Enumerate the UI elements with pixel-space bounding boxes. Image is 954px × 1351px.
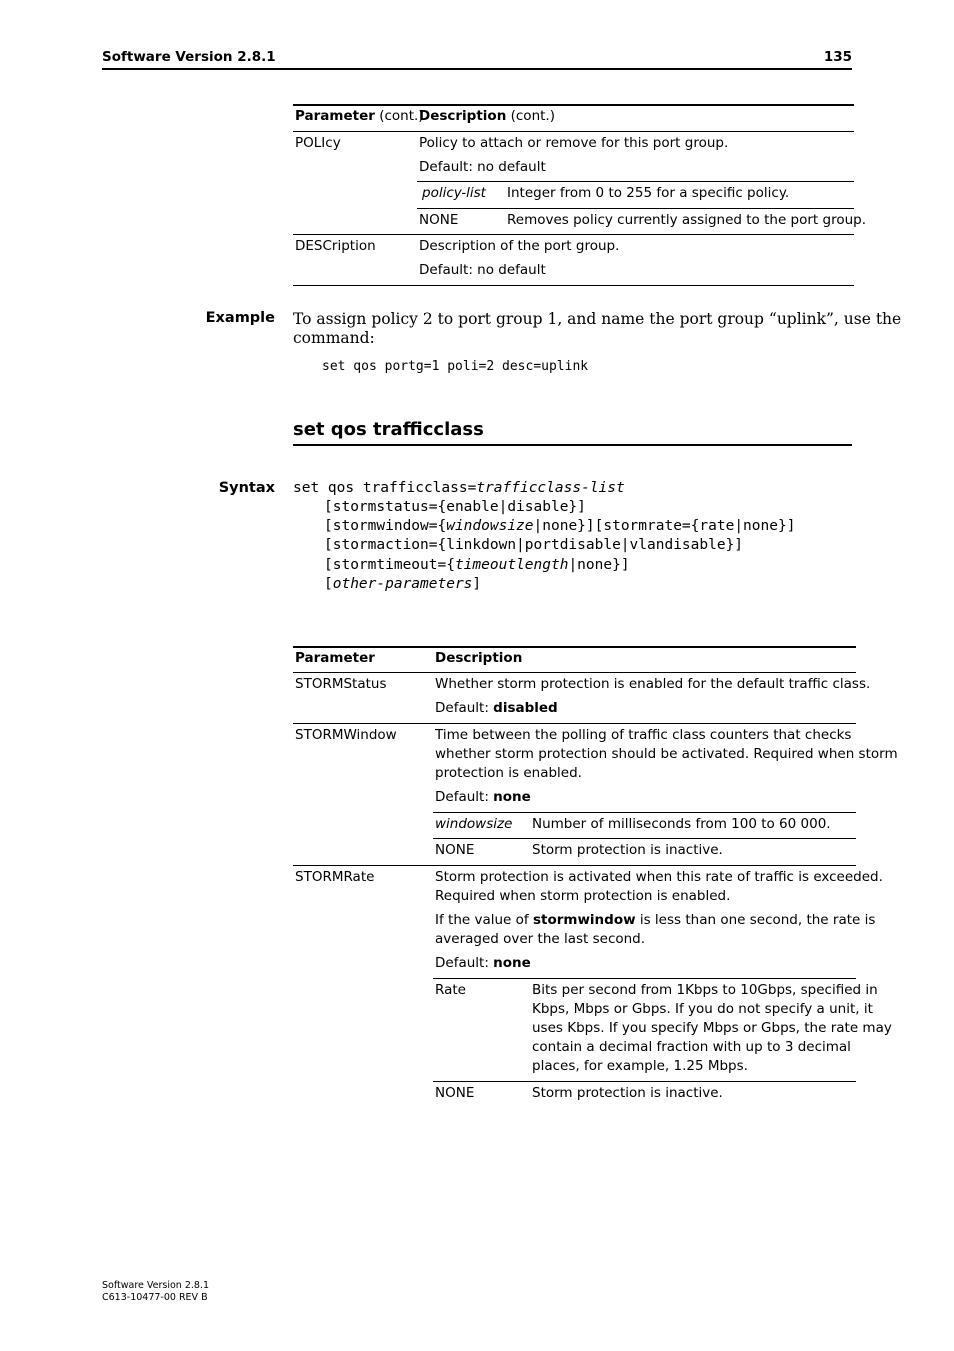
policy-description: Policy to attach or remove for this port group.: [419, 135, 729, 151]
sub-rule: [433, 978, 856, 979]
example-command: set qos portg=1 poli=2 desc=uplink: [322, 359, 589, 374]
stormrate-note-line1: If the value of stormwindow is less than one second, the rate is: [435, 912, 876, 928]
table-header-parameter: Parameter: [295, 650, 375, 666]
stormstatus-default: Default: disabled: [435, 700, 558, 716]
syntax-label: Syntax: [218, 480, 275, 496]
footer-version: Software Version 2.8.1: [102, 1280, 210, 1291]
example-label: Example: [205, 310, 275, 326]
sub-desc-rate-line3: uses Kbps. If you specify Mbps or Gbps, the rate may: [532, 1020, 892, 1036]
syntax-line-4: [stormaction={linkdown|portdisable|vlandisable}]: [324, 537, 744, 553]
page-number: 135: [823, 49, 852, 65]
sub-param-none: NONE: [435, 842, 475, 858]
stormrate-desc-line2: Required when storm protection is enabled.: [435, 888, 731, 904]
param-stormrate: STORMRate: [295, 869, 375, 885]
sub-param-policy-list: policy-list: [422, 185, 486, 201]
stormwindow-desc-line2: whether storm protection should be activated. Required when storm: [435, 746, 898, 762]
sub-rule: [433, 812, 856, 813]
syntax-line-2: [stormstatus={enable|disable}]: [324, 499, 586, 515]
footer-doc-id: C613-10477-00 REV B: [102, 1292, 208, 1303]
sub-desc-rate-line5: places, for example, 1.25 Mbps.: [532, 1058, 748, 1074]
sub-desc-rate-line2: Kbps, Mbps or Gbps. If you do not specify a unit, it: [532, 1001, 873, 1017]
running-header-title: Software Version 2.8.1: [102, 49, 276, 65]
sub-desc-rate-line4: contain a decimal fraction with up to 3 decimal: [532, 1039, 851, 1055]
sub-rule: [433, 1081, 856, 1082]
example-text-line1: To assign policy 2 to port group 1, and name the port group “uplink”, use the: [293, 310, 902, 328]
sub-param-rate: Rate: [435, 982, 466, 998]
table-header-rule: [293, 131, 854, 132]
sub-rule: [417, 181, 854, 182]
section-rule: [293, 444, 852, 446]
row-rule: [293, 723, 856, 724]
syntax-line-6: [other-parameters]: [324, 576, 482, 592]
stormwindow-default: Default: none: [435, 789, 531, 805]
stormstatus-description: Whether storm protection is enabled for the default traffic class.: [435, 676, 871, 692]
sub-desc-policy-list: Integer from 0 to 255 for a specific policy.: [507, 185, 790, 201]
stormrate-note-line2: averaged over the last second.: [435, 931, 646, 947]
table-header-rule: [293, 672, 856, 673]
sub-param-windowsize: windowsize: [435, 816, 513, 832]
syntax-line-1: set qos trafficclass=trafficclass-list: [293, 480, 625, 496]
param-description: DESCription: [295, 238, 376, 254]
table-top-rule: [293, 104, 854, 106]
sub-desc-none: Storm protection is inactive.: [532, 1085, 723, 1101]
syntax-line-3: [stormwindow={windowsize|none}][stormrate={rate|none}]: [324, 518, 796, 534]
sub-rule: [417, 208, 854, 209]
sub-desc-windowsize: Number of milliseconds from 100 to 60 000.: [532, 816, 831, 832]
table-header-description: Description: [435, 650, 523, 666]
table-bottom-rule: [293, 285, 854, 286]
param-policy: POLIcy: [295, 135, 341, 151]
table-top-rule: [293, 646, 856, 648]
policy-default: Default: no default: [419, 159, 546, 175]
sub-desc-rate-line1: Bits per second from 1Kbps to 10Gbps, specified in: [532, 982, 878, 998]
header-rule: [102, 68, 852, 70]
stormrate-desc-line1: Storm protection is activated when this rate of traffic is exceeded.: [435, 869, 883, 885]
row-rule: [293, 234, 854, 235]
section-title: set qos trafficclass: [293, 419, 484, 440]
table-header-parameter: Parameter (cont.): [295, 108, 424, 124]
stormwindow-desc-line3: protection is enabled.: [435, 765, 582, 781]
syntax-line-5: [stormtimeout={timeoutlength|none}]: [324, 557, 630, 573]
stormrate-default: Default: none: [435, 955, 531, 971]
param-stormstatus: STORMStatus: [295, 676, 387, 692]
sub-rule: [433, 838, 856, 839]
description-description: Description of the port group.: [419, 238, 620, 254]
example-text-line2: command:: [293, 329, 375, 347]
row-rule: [293, 865, 856, 866]
param-stormwindow: STORMWindow: [295, 727, 397, 743]
table-header-description: Description (cont.): [419, 108, 555, 124]
sub-param-none: NONE: [419, 212, 459, 228]
description-default: Default: no default: [419, 262, 546, 278]
sub-param-none: NONE: [435, 1085, 475, 1101]
stormwindow-desc-line1: Time between the polling of traffic class counters that checks: [435, 727, 852, 743]
sub-desc-none: Removes policy currently assigned to the port group.: [507, 212, 867, 228]
sub-desc-none: Storm protection is inactive.: [532, 842, 723, 858]
